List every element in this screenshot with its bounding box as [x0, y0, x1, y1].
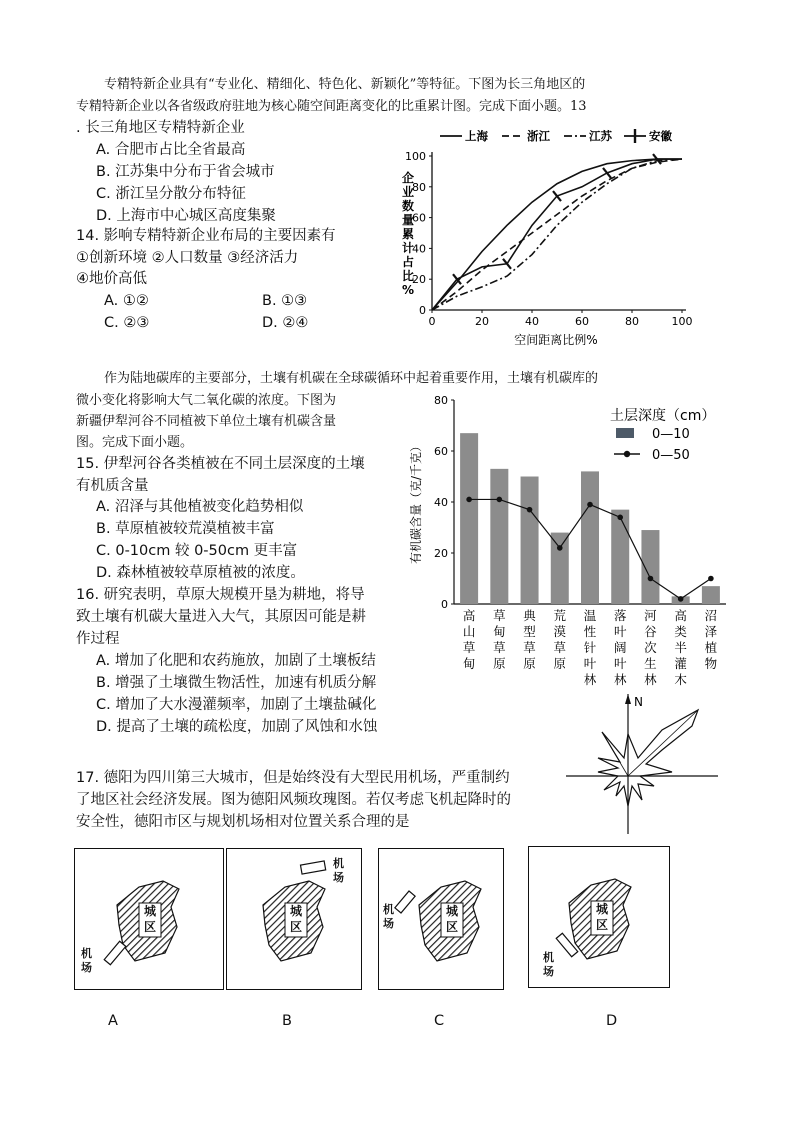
category-label: 河谷次生林: [644, 608, 657, 687]
intro1-line2: 专精特新企业以各省级政府驻地为核心随空间距离变化的比重累计图。完成下面小题。13: [76, 99, 587, 114]
category-label: 沼泽植物: [704, 608, 718, 671]
q14-option-d: D. ②④: [262, 315, 309, 331]
q14-factors-line1: ①创新环境 ②人口数量 ③经济活力: [76, 250, 299, 266]
line-point-草甸草原: [497, 497, 503, 503]
q13-option-b: B. 江苏集中分布于省会城市: [96, 164, 275, 180]
category-label: 荒漠草原: [553, 608, 567, 671]
legend-label-0-50: 0—50: [652, 448, 690, 463]
q16-option-c: C. 增加了大水漫灌频率，加剧了土壤盐碱化: [96, 697, 377, 713]
q15-stem-line1: 15. 伊犁河谷各类植被在不同土层深度的土壤: [76, 456, 365, 472]
intro2-line3: 新疆伊犁河谷不同植被下单位土壤有机碳含量: [76, 414, 337, 429]
chart1-x-tick-label: 80: [625, 315, 639, 328]
cumulative-share-line-chart: [380, 122, 710, 352]
line-point-落叶阔叶林: [617, 515, 623, 521]
q15-stem-line2: 有机质含量: [76, 478, 149, 494]
line-point-高类半灌木: [678, 596, 684, 602]
q17-stem-line1: 17. 德阳为四川第三大城市，但是始终没有大型民用机场，严重制约: [76, 770, 510, 786]
map-option-d[interactable]: [528, 846, 670, 988]
q13-option-a: A. 合肥市占比全省最高: [96, 142, 246, 158]
svg-text:有机碳含量（克/千克）: 有机碳含量（克/千克）: [409, 439, 423, 565]
legend-label-浙江: 浙江: [527, 129, 550, 143]
wind-rose-diagram: [562, 690, 722, 840]
airport-label: 机 场: [333, 857, 344, 884]
q15-option-d: D. 森林植被较草原植被的浓度。: [96, 565, 305, 581]
q16-stem-line2: 致土壤有机碳大量进入大气，其原因可能是耕: [76, 609, 366, 625]
series-line-上海: [432, 159, 682, 310]
airport-label: 机 场: [383, 903, 394, 930]
legend-title: 土层深度（cm）: [610, 408, 716, 424]
q16-stem-line3: 作过程: [76, 631, 120, 647]
chart1-x-tick-label: 20: [475, 315, 489, 328]
q15-option-a: A. 沼泽与其他植被变化趋势相似: [96, 499, 304, 515]
q16-option-d: D. 提高了土壤的疏松度，加剧了风蚀和水蚀: [96, 719, 378, 735]
airport-runway: [104, 941, 126, 965]
chart1-y-tick-label: 0: [419, 304, 426, 317]
bar-沼泽植物: [702, 586, 720, 604]
q16-stem-line1: 16. 研究表明，草原大规模开垦为耕地，将导: [76, 587, 365, 603]
category-label: 温性针叶林: [583, 608, 597, 687]
category-label: 落叶阔叶林: [613, 608, 627, 687]
map-option-b[interactable]: [226, 848, 362, 990]
q15-option-c: C. 0-10cm 较 0-50cm 更丰富: [96, 543, 298, 559]
map-label-a: A: [108, 1013, 118, 1029]
chart2-legend: [610, 407, 715, 463]
chart2-y-tick-label: 60: [434, 445, 448, 458]
soil-carbon-bar-chart: [400, 388, 730, 690]
q13-option-d: D. 上海市中心城区高度集聚: [96, 208, 276, 224]
map-label-c: C: [434, 1013, 445, 1029]
line-point-温性针叶林: [587, 502, 593, 508]
q14-stem: 14. 影响专精特新企业布局的主要因素有: [76, 228, 336, 244]
city-label: 城 区: [143, 904, 156, 934]
chart2-y-tick-label: 20: [434, 547, 448, 560]
q15-option-b: B. 草原植被较荒漠植被丰富: [96, 521, 275, 537]
intro1-line3: . 长三角地区专精特新企业: [76, 120, 245, 136]
chart2-y-tick-label: 0: [441, 598, 448, 611]
map-label-d: D: [606, 1013, 618, 1029]
series-line-安徽: [432, 159, 682, 310]
chart1-y-axis-label: 企业数量累计占比%: [401, 171, 415, 297]
north-arrow-icon: [625, 694, 631, 704]
map-option-c[interactable]: [378, 848, 504, 990]
chart1-y-tick-label: 20: [412, 273, 426, 287]
chart2-y-tick-label: 40: [434, 496, 448, 509]
airport-label: 机 场: [81, 947, 92, 974]
airport-label: 机 场: [543, 951, 554, 978]
q16-option-a: A. 增加了化肥和农药施放，加剧了土壤板结: [96, 653, 376, 669]
intro2-line1: 作为陆地碳库的主要部分，土壤有机碳在全球碳循环中起着重要作用，土壤有机碳库的: [104, 371, 599, 386]
intro1-line1: 专精特新企业具有“专业化、精细化、特色化、新颖化”等特征。下图为长三角地区的: [104, 77, 586, 92]
category-label: 典型草原: [523, 608, 536, 671]
q14-option-c: C. ②③: [104, 315, 150, 331]
legend-label-江苏: 江苏: [589, 129, 612, 143]
q14-factors-line2: ④地价高低: [76, 271, 147, 287]
intro2-line2: 微小变化将影响大气二氧化碳的浓度。下图为: [76, 393, 337, 408]
legend-label-0-10: 0—10: [652, 427, 690, 442]
line-point-荒漠草原: [557, 545, 563, 551]
q13-option-c: C. 浙江呈分散分布特征: [96, 186, 246, 202]
category-label: 草甸草原: [493, 608, 506, 671]
chart1-x-tick-label: 60: [575, 315, 589, 328]
chart1-x-tick-label: 100: [671, 315, 693, 328]
q16-option-b: B. 增强了土壤微生物活性，加速有机质分解: [96, 675, 377, 691]
chart1-x-tick-label: 40: [525, 315, 539, 328]
category-label: 高类半灌木: [674, 608, 687, 687]
chart2-y-axis-label: [408, 440, 423, 564]
line-point-典型草原: [527, 507, 533, 513]
legend-label-安徽: 安徽: [649, 129, 672, 143]
line-point-沼泽植物: [708, 576, 714, 582]
chart1-x-axis-label: 空间距离比例%: [514, 333, 598, 347]
chart1-legend: [440, 129, 672, 143]
bar-典型草原: [521, 477, 539, 605]
airport-runway: [395, 891, 415, 913]
legend-swatch-0-10: [616, 428, 634, 438]
bar-落叶阔叶林: [611, 510, 629, 604]
q14-option-b: B. ①③: [262, 293, 308, 309]
chart1-x-tick-label: 0: [428, 315, 436, 328]
chart1-y-tick-label: 80: [412, 180, 426, 194]
intro2-line4: 图。完成下面小题。: [76, 435, 194, 450]
chart1-y-tick-label: 100: [405, 150, 426, 163]
line-point-高山草甸: [466, 497, 472, 503]
airport-runway: [300, 861, 325, 874]
bar-温性针叶林: [581, 471, 599, 604]
series-line-江苏: [432, 159, 682, 310]
series-line-浙江: [432, 159, 682, 310]
city-label: 城 区: [595, 902, 608, 932]
q14-option-a: A. ①②: [104, 293, 149, 309]
bar-荒漠草原: [551, 533, 569, 604]
north-label: N: [634, 695, 643, 709]
map-label-b: B: [282, 1013, 292, 1029]
bar-高山草甸: [460, 433, 478, 604]
chart1-y-tick-label: 60: [412, 211, 426, 225]
q17-stem-line3: 安全性，德阳市区与规划机场相对位置关系合理的是: [76, 814, 410, 830]
chart2-y-tick-label: 80: [434, 394, 448, 407]
map-option-a[interactable]: [74, 848, 224, 990]
city-label: 城 区: [445, 904, 458, 934]
chart1-y-tick-label: 40: [412, 242, 426, 256]
city-label: 城 区: [289, 904, 302, 934]
bar-草甸草原: [490, 469, 508, 604]
q17-stem-line2: 了地区社会经济发展。图为德阳风频玫瑰图。若仅考虑飞机起降时的: [76, 792, 511, 808]
category-label: 高山草甸: [462, 608, 476, 671]
series-marker-安徽: [603, 168, 611, 178]
line-point-河谷次生林: [648, 576, 654, 582]
legend-label-上海: 上海: [465, 129, 488, 143]
